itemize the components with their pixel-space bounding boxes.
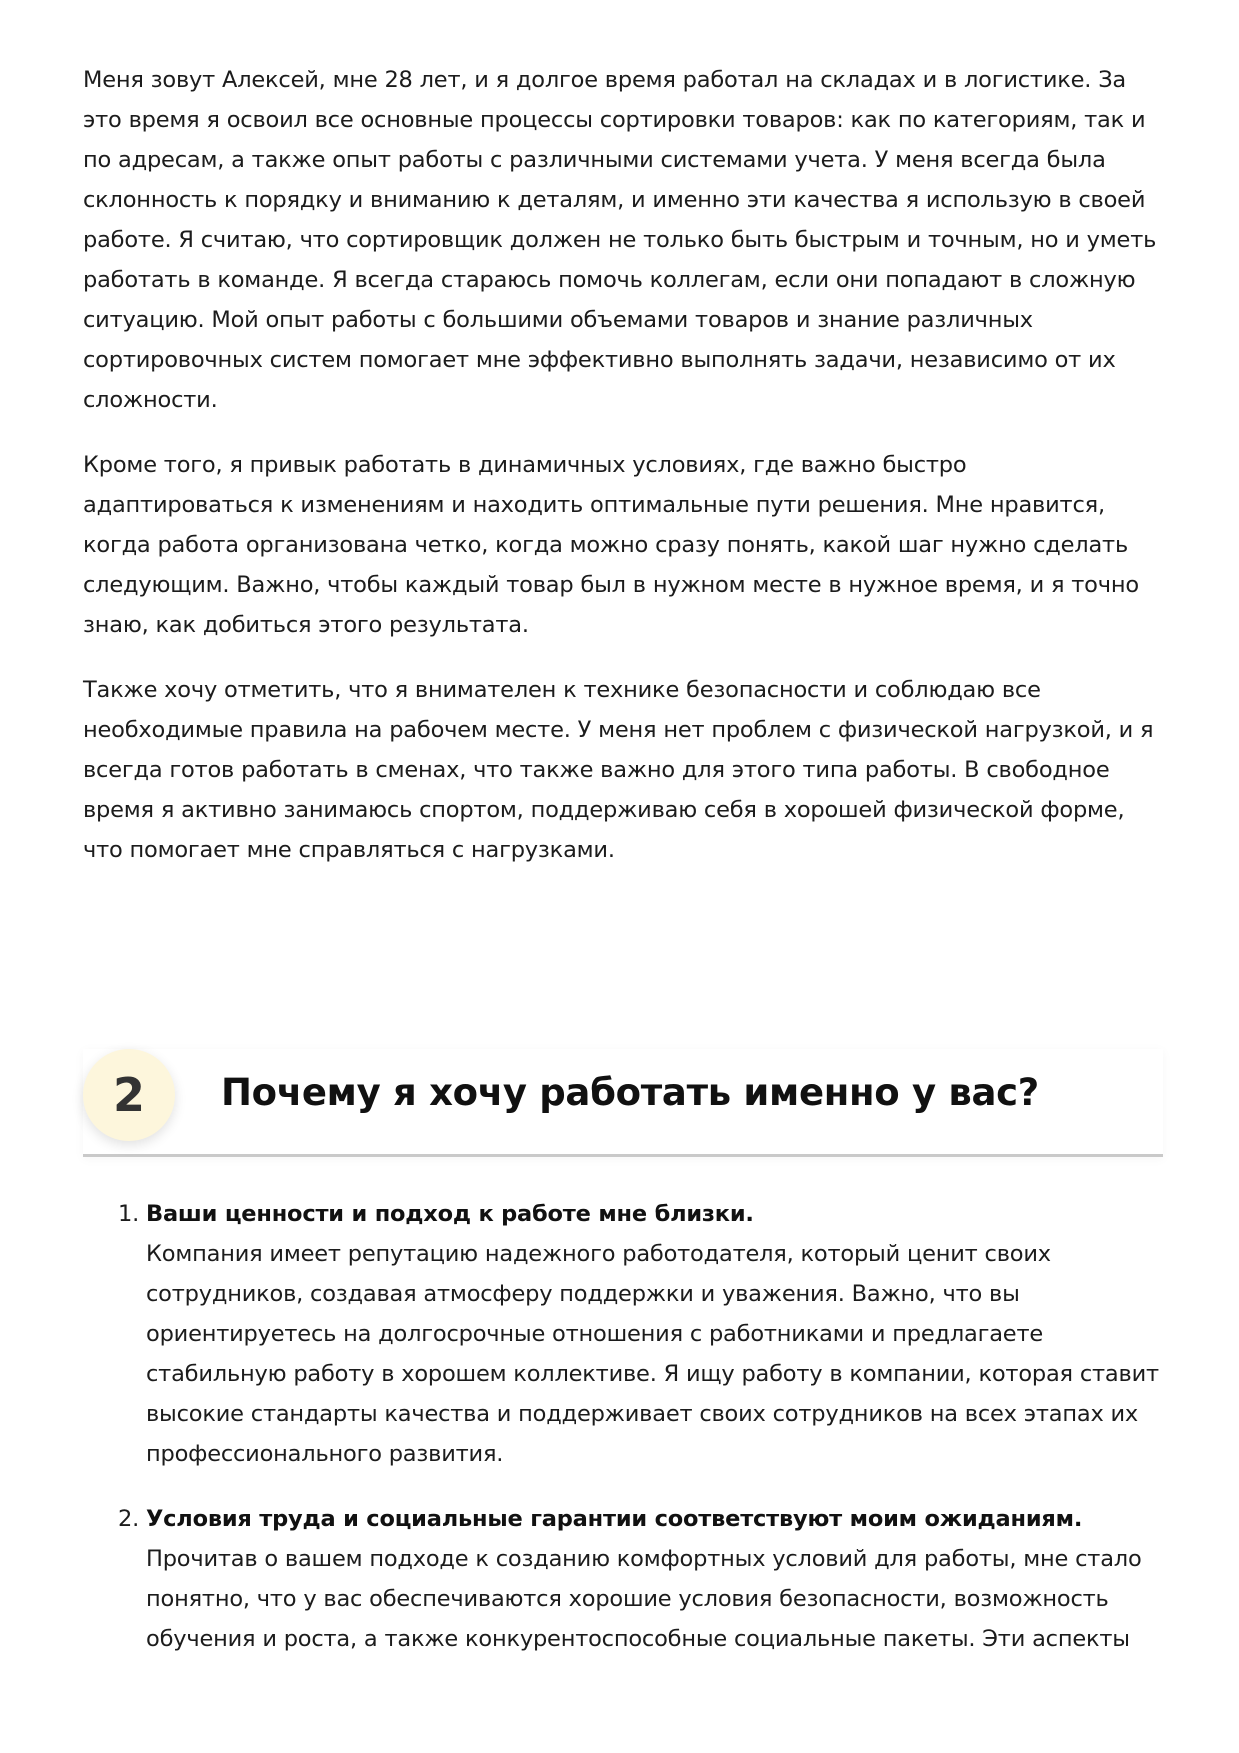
intro-paragraph: Также хочу отметить, что я внимателен к технике безопасности и соблюдаю все необходимые правила на рабочем месте. У меня нет проблем с физической нагрузкой, и я всегда готов работать в сменах, что также важно для этого типа работы. В свободное время я активно занимаюсь спортом, поддерживаю себя в хорошей физической форме, что помогает мне справляться с нагрузками. (83, 677, 1154, 863)
list-item (83, 1499, 1163, 1659)
reasons-list (83, 1194, 1163, 1684)
intro-paragraph: Меня зовут Алексей, мне 28 лет, и я долгое время работал на складах и в логистике. За это время я освоил все основные процессы сортировки товаров: как по категориям, так и по адресам, а также опыт работы с различными системами учета. У меня всегда была склонность к порядку и вниманию к деталям, и именно эти качества я использую в своей работе. Я считаю, что сортировщик должен не только быть быстрым и точным, но и уметь работать в команде. Я всегда стараюсь помочь коллегам, если они попадают в сложную ситуацию. Мой опыт работы с большими объемами товаров и знание различных сортировочных систем помогает мне эффективно выполнять задачи, независимо от их сложности. (83, 67, 1157, 413)
section-header (83, 1049, 1163, 1157)
intro-paragraph: Кроме того, я привык работать в динамичных условиях, где важно быстро адаптироваться к изменениям и находить оптимальные пути решения. Мне нравится, когда работа организована четко, когда можно сразу понять, какой шаг нужно сделать следующим. Важно, чтобы каждый товар был в нужном месте в нужное время, и я точно знаю, как добиться этого результата. (83, 452, 1139, 638)
section-number-badge: 2 (83, 1049, 175, 1141)
intro-section (83, 60, 1163, 895)
section-title: Почему я хочу работать именно у вас? (221, 1071, 1039, 1114)
list-item-title: Условия труда и социальные гарантии соответствуют моим ожиданиям. (146, 1506, 1083, 1532)
list-item-text: Прочитав о вашем подходе к созданию комфортных условий для работы, мне стало понятно, что у вас обеспечиваются хорошие условия безопасности, возможность обучения и роста, а также конкурентоспособные социальные пакеты. Эти аспекты (146, 1546, 1142, 1652)
list-item-number: 1. (118, 1201, 140, 1227)
list-item (83, 1194, 1163, 1474)
list-item-text: Компания имеет репутацию надежного работодателя, который ценит своих сотрудников, создавая атмосферу поддержки и уважения. Важно, что вы ориентируетесь на долгосрочные отношения с работниками и предлагаете стабильную работу в хорошем коллективе. Я ищу работу в компании, которая ставит высокие стандарты качества и поддерживает своих сотрудников на всех этапах их профессионального развития. (146, 1241, 1159, 1467)
list-item-title: Ваши ценности и подход к работе мне близки. (146, 1201, 754, 1227)
list-item-number: 2. (118, 1506, 140, 1532)
